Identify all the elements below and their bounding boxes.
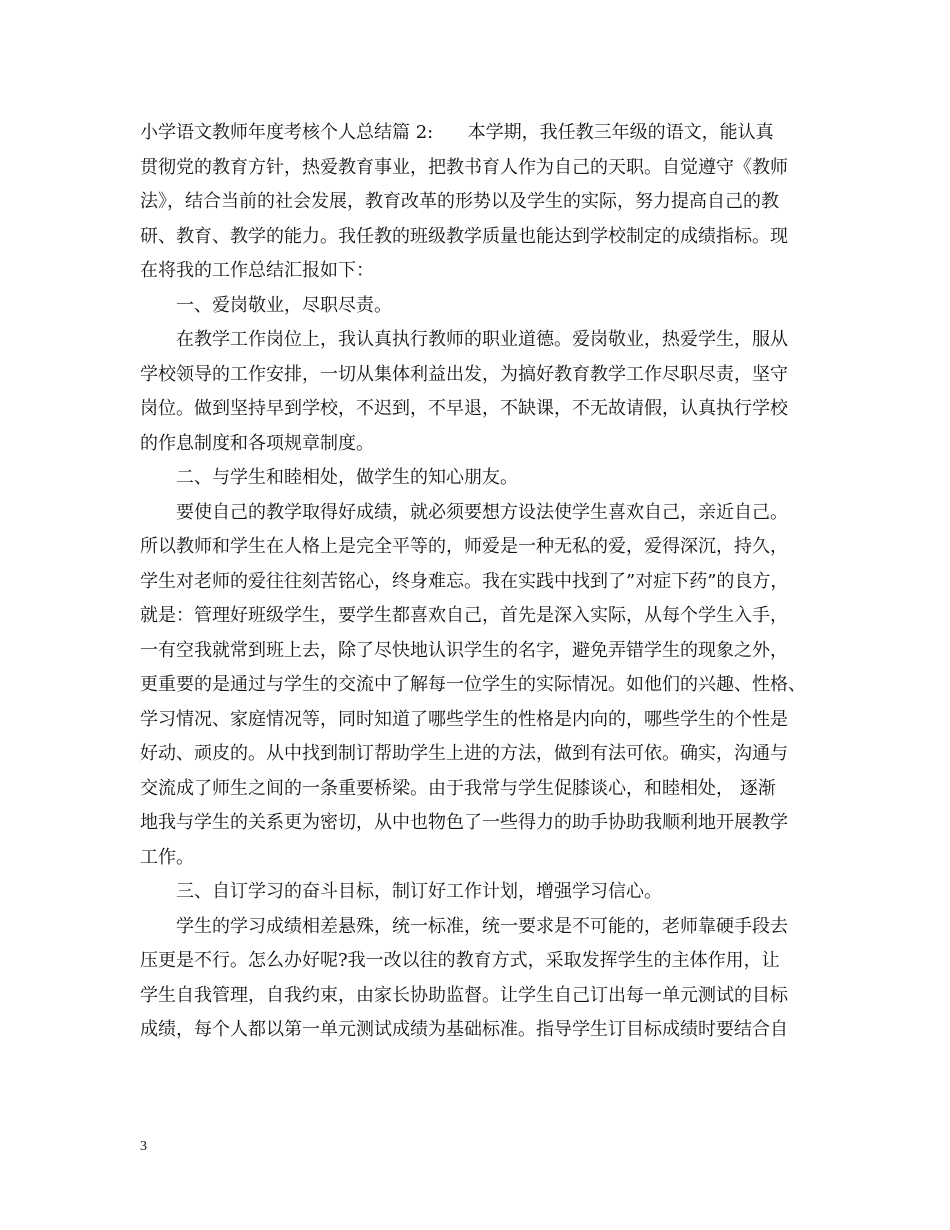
text-line: 就是：管理好班级学生，要学生都喜欢自己，首先是深入实际，从每个学生入手， [140, 605, 788, 626]
text-line: 的作息制度和各项规章制度。 [140, 432, 374, 454]
text-line: 在教学工作岗位上，我认真执行教师的职业道德。爱岗敬业，热爱学生，服从 [176, 329, 788, 350]
text-line: 要使自己的教学取得好成绩，就必须要想方设法使学生喜欢自己，亲近自己。 [176, 501, 788, 523]
text-line: 成绩，每个人都以第一单元测试成绩为基础标准。指导学生订目标成绩时要结合自 [140, 1019, 788, 1040]
text-line: 学校领导的工作安排，一切从集体利益出发，为搞好教育教学工作尽职尽责，坚守 [140, 363, 788, 385]
text-line: 研、教育、教学的能力。我任教的班级教学质量也能达到学校制定的成绩指标。现 [140, 225, 788, 247]
text-line: 好动、顽皮的。从中找到制订帮助学生上进的方法，做到有法可依。确实，沟通与 [140, 743, 788, 764]
text-line: 学习情况、家庭情况等，同时知道了哪些学生的性格是内向的，哪些学生的个性是 [140, 708, 788, 730]
section-heading-2: 二、与学生和睦相处，做学生的知心朋友。 [176, 467, 518, 488]
text-line: 法》，结合当前的社会发展，教育改革的形势以及学生的实际，努力提高自己的教 [140, 191, 779, 212]
text-line: 压更是不行。怎么办好呢?我一改以往的教育方式，采取发挥学生的主体作用，让 [140, 950, 780, 971]
text-line: 所以教师和学生在人格上是完全平等的，师爱是一种无私的爱，爱得深沉，持久， [140, 536, 788, 557]
text-line: 学生自我管理，自我约束，由家长协助监督。让学生自己订出每一单元测试的目标 [140, 984, 788, 1006]
text-line: 学生的学习成绩相差悬殊，统一标准，统一要求是不可能的，老师靠硬手段去 [176, 915, 788, 937]
text-line: 地我与学生的关系更为密切，从中也物色了一些得力的助手协助我顺利地开展教学 [140, 812, 788, 833]
text-line: 工作。 [140, 846, 194, 868]
text-line: 学生对老师的爱往往刻苦铭心，终身难忘。我在实践中找到了”对症下药”的良方， [140, 570, 789, 592]
page-number: 3 [140, 1139, 147, 1154]
text-line: 贯彻党的教育方针，热爱教育事业，把教书育人作为自己的天职。自觉遵守《教师 [140, 156, 788, 178]
text-line: 小学语文教师年度考核个人总结篇 2: 本学期，我任教三年级的语文，能认真 [140, 122, 774, 143]
text-line: 更重要的是通过与学生的交流中了解每一位学生的实际情况。如他们的兴趣、性格、 [140, 674, 806, 695]
text-line: 一有空我就常到班上去，除了尽快地认识学生的名字，避免弄错学生的现象之外， [140, 639, 788, 661]
section-heading-3: 三、自订学习的奋斗目标，制订好工作计划，增强学习信心。 [176, 881, 662, 902]
text-line: 交流成了师生之间的一条重要桥梁。由于我常与学生促膝谈心，和睦相处， 逐渐 [140, 777, 776, 799]
section-heading-1: 一、爱岗敬业，尽职尽责。 [176, 294, 392, 316]
text-line: 岗位。做到坚持早到学校，不迟到，不早退，不缺课，不无故请假，认真执行学校 [140, 398, 788, 419]
text-line: 在将我的工作总结汇报如下： [140, 260, 374, 281]
document-body [140, 116, 830, 1048]
